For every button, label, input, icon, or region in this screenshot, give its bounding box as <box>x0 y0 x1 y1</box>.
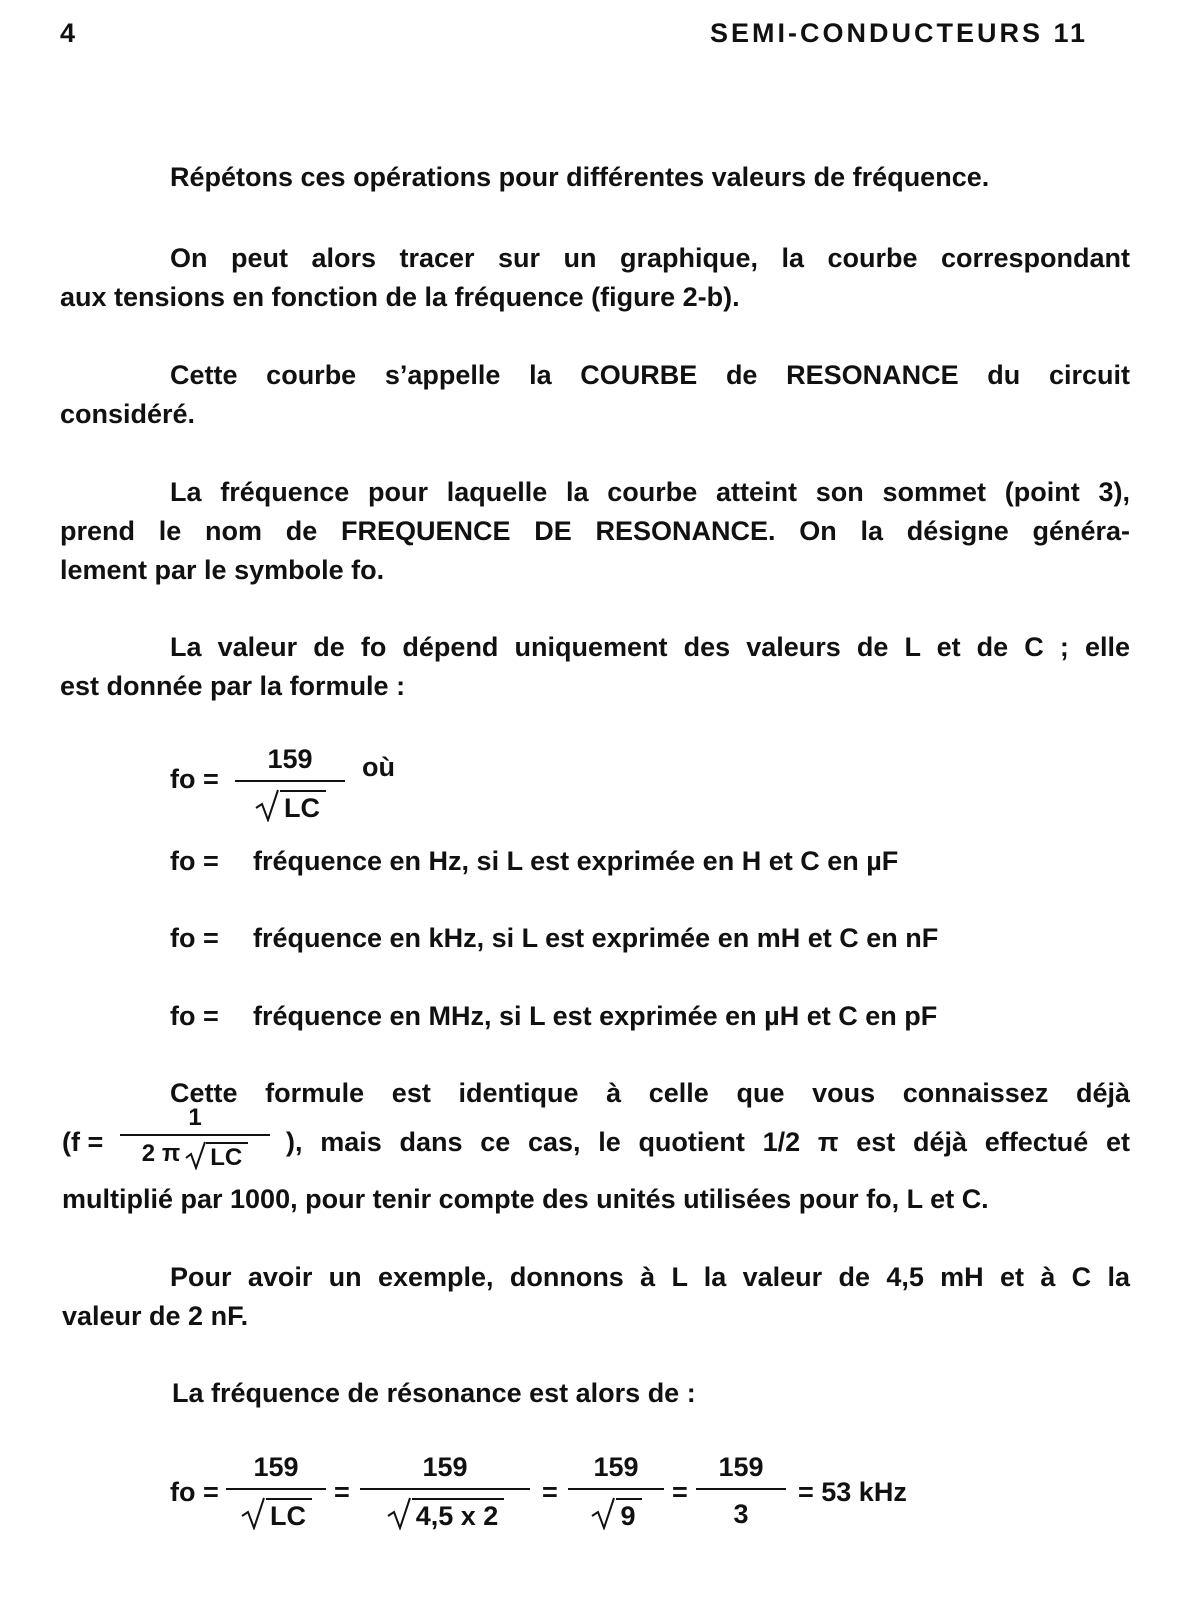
formula-1-suffix: où <box>362 752 395 782</box>
formula-2-numerator-2: 159 <box>422 1452 468 1482</box>
formula-2-numerator-4: 159 <box>718 1452 764 1482</box>
paragraph-7-line-1: Pour avoir un exemple, donnons à L la valeur de 4,5 mH et à C la <box>170 1262 1130 1292</box>
definition-2-lhs: fo = <box>170 923 219 953</box>
fraction-bar <box>120 1134 270 1136</box>
formula-2-fraction-2 <box>360 1452 530 1530</box>
formula-2-lhs: fo = <box>170 1477 219 1507</box>
paragraph-6-line-2: ), mais dans ce cas, le quotient 1/2 π est déjà effectué et <box>286 1127 1130 1157</box>
paragraph-1: Répétons ces opérations pour différentes valeurs de fréquence. <box>170 162 990 192</box>
formula-2-fraction-4 <box>696 1452 786 1530</box>
paragraph-4-line-1: La fréquence pour laquelle la courbe atteint son sommet (point 3), <box>170 477 1130 507</box>
inline-formula-prefix: (f = <box>62 1127 104 1157</box>
formula-2-radicand-2: 4,5 x 2 <box>412 1498 505 1530</box>
formula-1-radicand: LC <box>280 790 326 822</box>
inline-formula-fraction <box>120 1106 270 1170</box>
formula-2-denominator-4: 3 <box>733 1499 749 1529</box>
formula-2-numerator-3: 159 <box>593 1452 639 1482</box>
paragraph-2-line-1: On peut alors tracer sur un graphique, la courbe correspondant <box>170 243 1130 273</box>
equals-sign: = <box>672 1477 688 1507</box>
fraction-bar <box>568 1488 664 1490</box>
paragraph-3-line-2: considéré. <box>60 399 196 429</box>
page-number: 4 <box>60 18 76 48</box>
inline-formula-numerator: 1 <box>188 1104 202 1131</box>
running-title: SEMI-CONDUCTEURS 11 <box>709 18 1088 48</box>
formula-2-fraction-3 <box>568 1452 664 1530</box>
square-root-sign <box>254 788 326 822</box>
paragraph-2-line-2: aux tensions en fonction de la fréquence (figure 2-b). <box>60 282 740 312</box>
fraction-bar <box>696 1488 786 1490</box>
formula-2-numerator-1: 159 <box>253 1452 299 1482</box>
equals-sign: = <box>334 1477 350 1507</box>
definition-2-text: fréquence en kHz, si L est exprimée en mH et C en nF <box>253 923 939 953</box>
paragraph-7-line-2: valeur de 2 nF. <box>62 1301 249 1331</box>
definition-1-lhs: fo = <box>170 846 219 876</box>
paragraph-5-line-1: La valeur de fo dépend uniquement des valeurs de L et de C ; elle <box>170 632 1130 662</box>
fraction-bar <box>235 780 345 782</box>
equals-sign: = <box>542 1477 558 1507</box>
paragraph-6-line-3: multiplié par 1000, pour tenir compte des unités utilisées pour fo, L et C. <box>62 1184 989 1214</box>
paragraph-6-line-1: Cette formule est identique à celle que vous connaissez déjà <box>170 1078 1130 1108</box>
inline-formula-denominator-prefix: 2 π <box>141 1140 181 1167</box>
formula-2-radicand-3: 9 <box>616 1498 641 1530</box>
formula-1-numerator: 159 <box>267 744 313 774</box>
paragraph-3-line-1: Cette courbe s’appelle la COURBE de RESONANCE du circuit <box>170 360 1130 390</box>
square-root-sign <box>240 1496 312 1530</box>
formula-2-radicand-1: LC <box>266 1498 312 1530</box>
formula-2-result: = 53 kHz <box>798 1477 907 1507</box>
square-root-sign <box>386 1496 505 1530</box>
paragraph-5-line-2: est donnée par la formule : <box>60 671 406 701</box>
formula-2-fraction-1 <box>226 1452 326 1530</box>
paragraph-8: La fréquence de résonance est alors de : <box>172 1378 696 1408</box>
paragraph-4-line-3: lement par le symbole fo. <box>60 555 385 585</box>
fraction-bar <box>226 1488 326 1490</box>
definition-1-text: fréquence en Hz, si L est exprimée en H et C en µF <box>253 846 899 876</box>
definition-3-lhs: fo = <box>170 1001 219 1031</box>
formula-1-fraction <box>235 744 345 822</box>
inline-formula-radicand: LC <box>206 1142 248 1170</box>
formula-1-lhs: fo = <box>170 764 219 794</box>
square-root-sign <box>184 1140 248 1170</box>
paragraph-4-line-2: prend le nom de FREQUENCE DE RESONANCE. On la désigne généra- <box>60 516 1130 546</box>
definition-3-text: fréquence en MHz, si L est exprimée en µH et C en pF <box>253 1001 938 1031</box>
fraction-bar <box>360 1488 530 1490</box>
square-root-sign <box>590 1496 641 1530</box>
